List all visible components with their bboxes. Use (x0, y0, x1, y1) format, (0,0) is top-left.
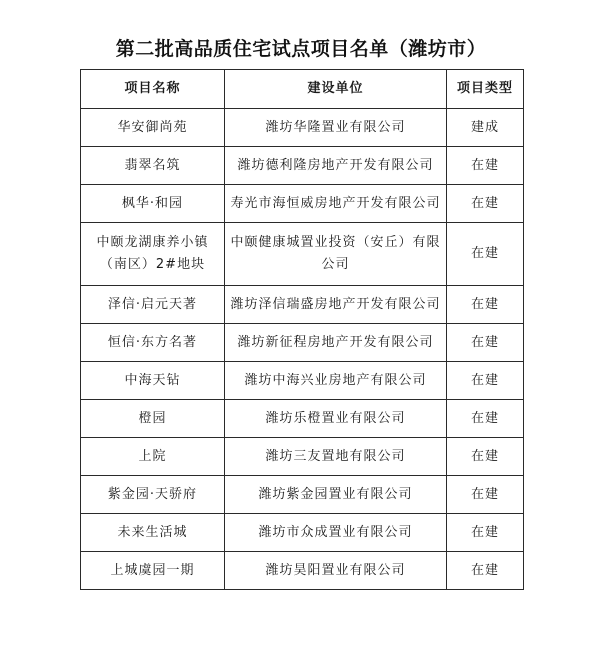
table-row (81, 286, 524, 324)
developer-cell: 潍坊昊阳置业有限公司 (225, 552, 447, 590)
developer-cell: 潍坊紫金园置业有限公司 (225, 476, 447, 514)
table-row (81, 223, 524, 286)
table-row (81, 185, 524, 223)
table-row (81, 362, 524, 400)
developer-cell: 中颐健康城置业投资（安丘）有限公司 (225, 223, 447, 286)
developer-cell: 潍坊乐橙置业有限公司 (225, 400, 447, 438)
project-table (80, 69, 524, 590)
project-type-cell: 在建 (447, 223, 524, 286)
developer-cell: 潍坊新征程房地产开发有限公司 (225, 324, 447, 362)
project-name-cell: 中海天钻 (81, 362, 225, 400)
developer-cell: 潍坊泽信瑞盛房地产开发有限公司 (225, 286, 447, 324)
table-header-row (81, 70, 524, 109)
header-project-name: 项目名称 (81, 70, 225, 109)
project-name-cell: 紫金园·天骄府 (81, 476, 225, 514)
table-row (81, 324, 524, 362)
project-type-cell: 在建 (447, 286, 524, 324)
developer-cell: 潍坊华隆置业有限公司 (225, 109, 447, 147)
header-developer: 建设单位 (225, 70, 447, 109)
project-type-cell: 建成 (447, 109, 524, 147)
project-type-cell: 在建 (447, 185, 524, 223)
developer-cell: 潍坊市众成置业有限公司 (225, 514, 447, 552)
table-row (81, 400, 524, 438)
table-row (81, 476, 524, 514)
project-type-cell: 在建 (447, 362, 524, 400)
header-project-type: 项目类型 (447, 70, 524, 109)
project-type-cell: 在建 (447, 400, 524, 438)
project-name-cell: 枫华·和园 (81, 185, 225, 223)
project-type-cell: 在建 (447, 476, 524, 514)
project-name-cell: 上城虞园一期 (81, 552, 225, 590)
project-type-cell: 在建 (447, 147, 524, 185)
project-name-cell: 中颐龙湖康养小镇（南区）2#地块 (81, 223, 225, 286)
table-row (81, 438, 524, 476)
project-name-cell: 恒信·东方名著 (81, 324, 225, 362)
project-name-cell: 翡翠名筑 (81, 147, 225, 185)
project-type-cell: 在建 (447, 324, 524, 362)
table-row (81, 552, 524, 590)
page-title: 第二批高品质住宅试点项目名单（潍坊市） (115, 38, 487, 60)
project-name-cell: 华安御尚苑 (81, 109, 225, 147)
table-row (81, 514, 524, 552)
project-type-cell: 在建 (447, 552, 524, 590)
project-name-cell: 未来生活城 (81, 514, 225, 552)
developer-cell: 潍坊三友置地有限公司 (225, 438, 447, 476)
project-name-cell: 橙园 (81, 400, 225, 438)
developer-cell: 寿光市海恒威房地产开发有限公司 (225, 185, 447, 223)
project-name-cell: 泽信·启元天著 (81, 286, 225, 324)
developer-cell: 潍坊德利隆房地产开发有限公司 (225, 147, 447, 185)
table-row (81, 147, 524, 185)
project-type-cell: 在建 (447, 438, 524, 476)
developer-cell: 潍坊中海兴业房地产有限公司 (225, 362, 447, 400)
project-name-cell: 上院 (81, 438, 225, 476)
table-row (81, 109, 524, 147)
project-type-cell: 在建 (447, 514, 524, 552)
